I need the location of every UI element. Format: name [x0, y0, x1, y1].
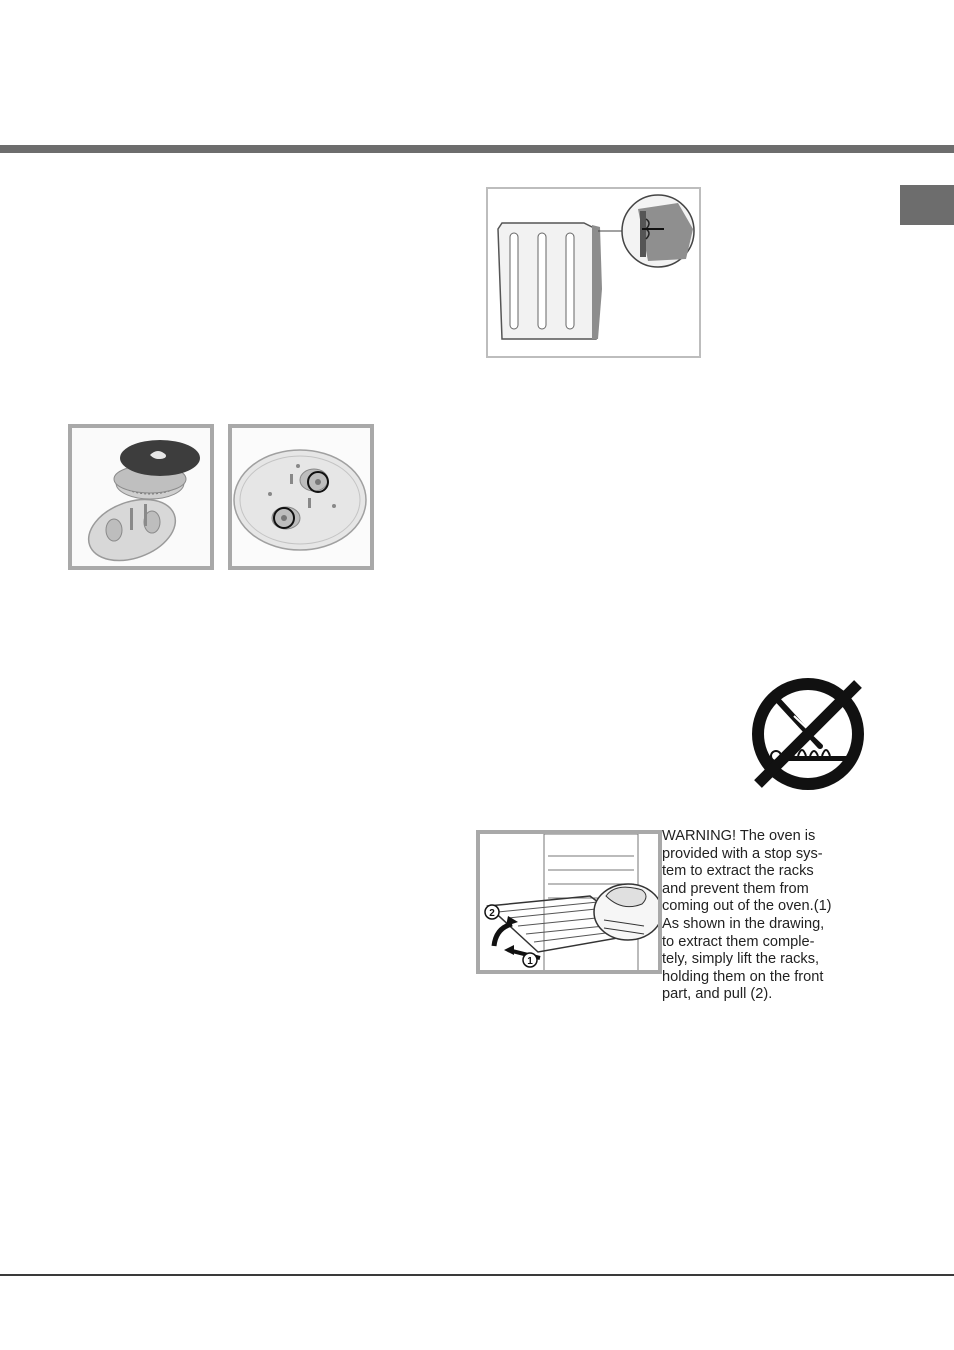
header-rule — [0, 145, 954, 153]
step-1-label: 1 — [527, 956, 533, 967]
step-2-label: 2 — [489, 908, 495, 919]
burner-exploded-figure — [68, 424, 214, 570]
burner-cap-circled-figure — [228, 424, 374, 570]
prohibition-sign-icon — [750, 676, 866, 792]
no-flame-sign-figure — [750, 676, 866, 792]
oven-side-detail-figure — [486, 187, 701, 358]
language-tab-marker — [900, 185, 954, 225]
rack-extraction-icon — [480, 834, 658, 970]
rack-extraction-figure — [476, 830, 662, 974]
burner-cap-circled-icon — [232, 428, 370, 566]
footer-rule — [0, 1274, 954, 1276]
oven-side-detail-icon — [488, 189, 699, 356]
rack-warning-text: WARNING! The oven is provided with a stop sys- tem to extract the racks and prevent them from coming out of the oven.(1) As shown in the drawing, to extract them comple- tely, simply lift the racks, holding them on the front part, and pull (2). — [662, 828, 832, 1003]
burner-exploded-icon — [72, 428, 210, 566]
